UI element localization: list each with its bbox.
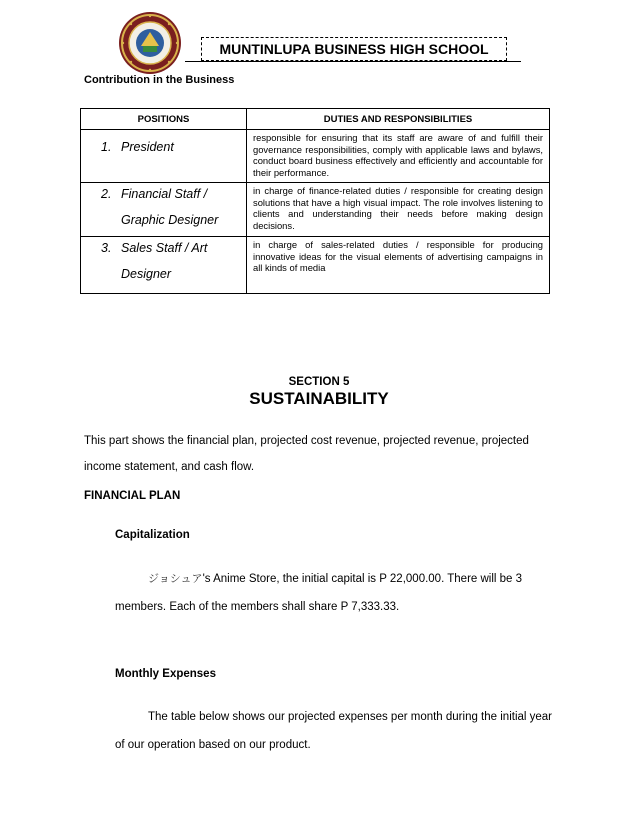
position-name-continued: Graphic Designer: [121, 213, 219, 227]
capitalization-heading: Capitalization: [115, 529, 190, 541]
store-name-japanese: ジョシュア: [148, 572, 203, 585]
duties-cell: in charge of sales-related duties / responsible for producing innovative ideas for the visual elements of advertising campaigns in all kinds of media: [247, 237, 550, 294]
table-row: [81, 237, 550, 294]
financial-plan-heading: FINANCIAL PLAN: [84, 490, 181, 502]
position-name: Sales Staff / Art: [121, 241, 208, 255]
position-cell: [81, 130, 247, 183]
duties-header: DUTIES AND RESPONSIBILITIES: [247, 109, 550, 130]
positions-header: POSITIONS: [81, 109, 247, 130]
position-name: President: [121, 140, 174, 154]
capitalization-text: 's Anime Store, the initial capital is P 22,000.00. There will be 3 members. Each of the members shall share P 7,333.33.: [115, 573, 523, 613]
section-intro-paragraph: This part shows the financial plan, projected cost revenue, projected revenue, projected income statement, and cash flow.: [84, 435, 529, 473]
monthly-expenses-heading: Monthly Expenses: [115, 668, 216, 680]
position-number: 2.: [101, 187, 112, 201]
positions-table: [80, 108, 550, 294]
position-name: Financial Staff /: [121, 187, 208, 201]
duties-cell: in charge of finance-related duties / responsible for creating design solutions that have a high visual impact. The role involves listening to clients and understanding their needs before making design decisions.: [247, 183, 550, 237]
position-cell: [81, 183, 247, 237]
duties-cell: responsible for ensuring that its staff are aware of and fulfill their governance responsibilities, comply with applicable laws and bylaws, conduct board business effectively and efficiently and accountable for their performance.: [247, 130, 550, 183]
contribution-heading: Contribution in the Business: [84, 74, 235, 86]
position-number: 3.: [101, 241, 112, 255]
section-title: SUSTAINABILITY: [249, 389, 389, 408]
table-header-row: [81, 109, 550, 130]
school-seal-logo: [117, 10, 183, 76]
capitalization-paragraph: [115, 565, 555, 621]
school-name-banner: MUNTINLUPA BUSINESS HIGH SCHOOL: [201, 37, 507, 61]
monthly-expenses-paragraph: The table below shows our projected expenses per month during the initial year of our operation based on our product.: [115, 711, 553, 751]
table-row: [81, 183, 550, 237]
header-divider: [185, 61, 521, 62]
table-row: [81, 130, 550, 183]
section-number: SECTION 5: [288, 376, 350, 388]
position-cell: [81, 237, 247, 294]
position-number: 1.: [101, 140, 112, 154]
position-name-continued: Designer: [121, 267, 172, 281]
